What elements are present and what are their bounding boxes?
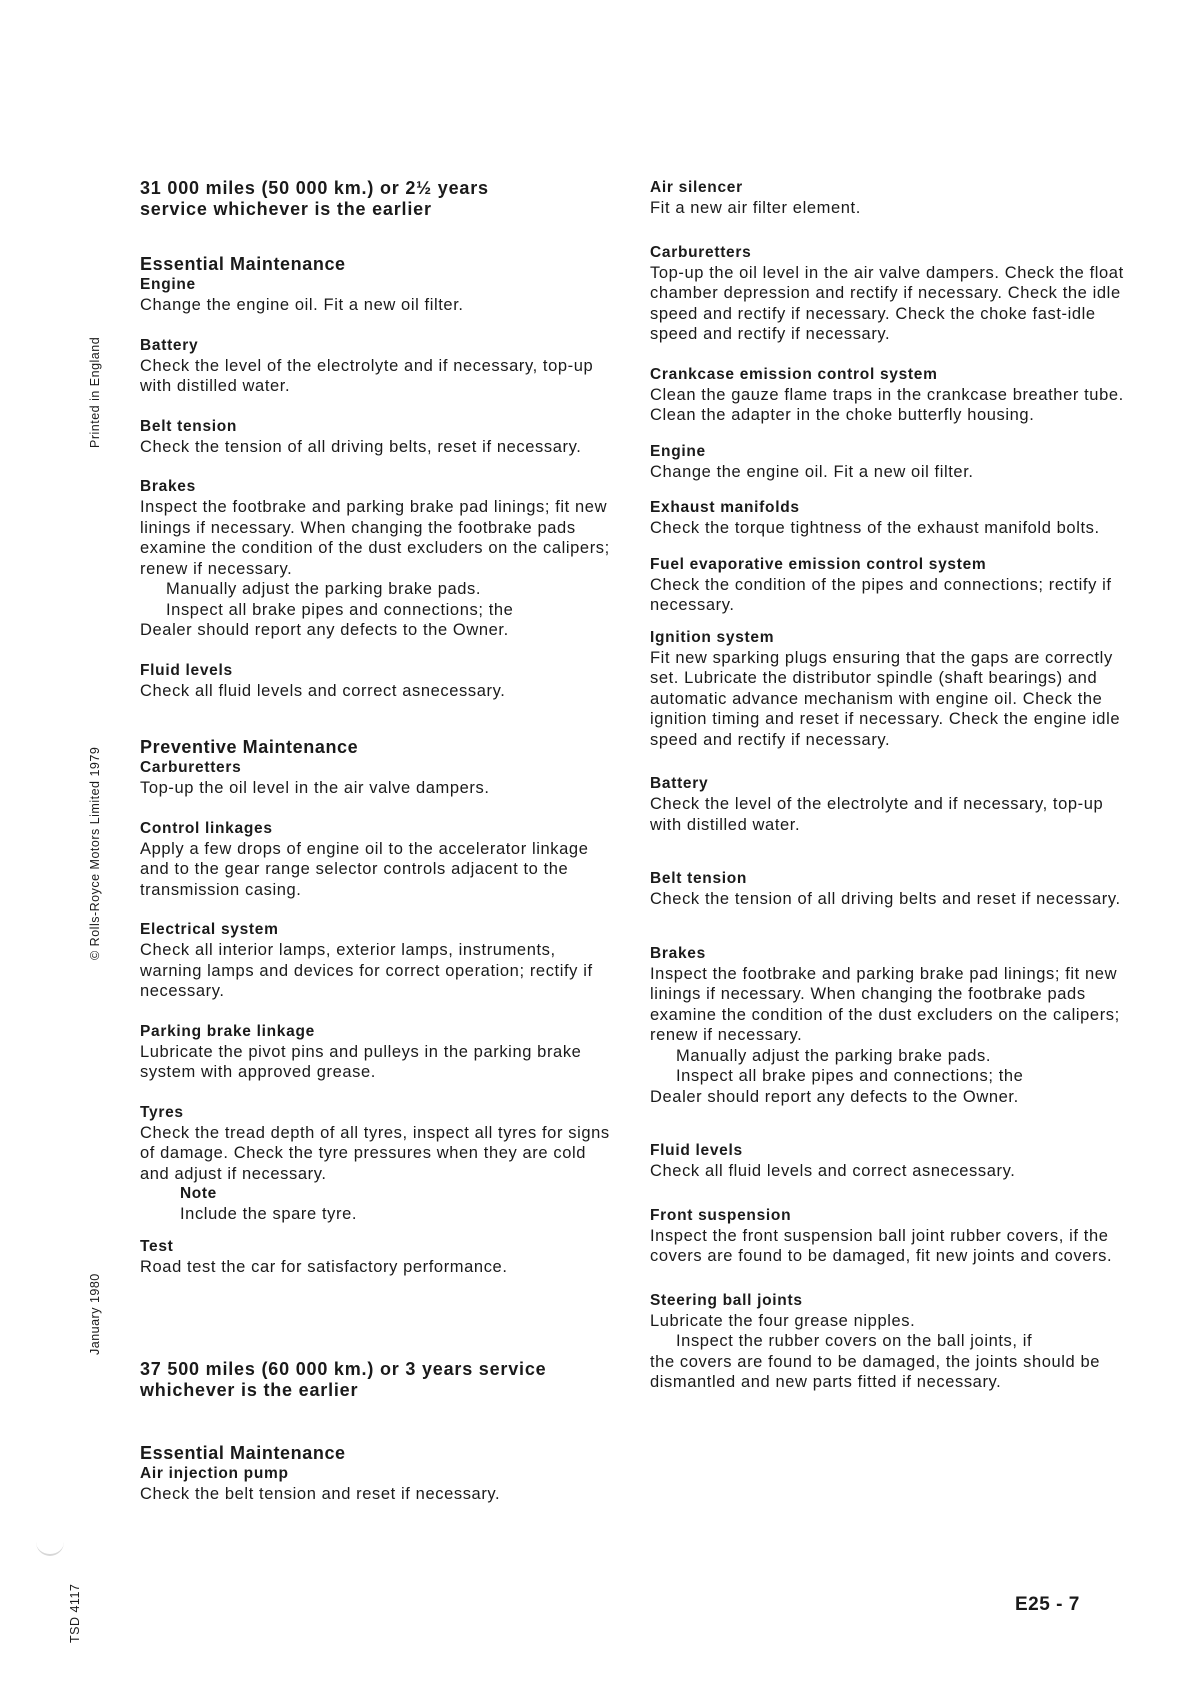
item-title: Crankcase emission control system [650, 365, 938, 383]
item-body: Change the engine oil. Fit a new oil filter. [650, 462, 974, 481]
item-body: Check the level of the electrolyte and if necessary, top-up with distilled water. [140, 356, 594, 395]
date-note: January 1980 [88, 1273, 102, 1355]
item-body: Lubricate the four grease nipples. [650, 1311, 916, 1330]
item-body: Check the torque tightness of the exhaust manifold bolts. [650, 519, 1100, 537]
item-engine [650, 442, 1130, 483]
item-note: Manually adjust the parking brake pads. [676, 1046, 992, 1065]
item-air-silencer [650, 178, 1130, 219]
item-title: Engine [140, 276, 196, 293]
item-note: Inspect all brake pipes and connections; the [676, 1067, 1024, 1085]
item-body: the covers are found to be damaged, the joints should be dismantled and new parts fitted if necessary. [650, 1352, 1101, 1391]
item-title: Battery [650, 775, 709, 792]
preventive-maintenance-title: Preventive Maintenance [140, 737, 359, 757]
item-belt-tension [140, 417, 610, 458]
copyright-note: © Rolls-Royce Motors Limited 1979 [88, 746, 102, 960]
item-body: Check the tension of all driving belts, reset if necessary. [140, 437, 582, 456]
item-body: Lubricate the pivot pins and pulleys in the parking brake system with approved grease. [140, 1042, 582, 1081]
item-title: Control linkages [140, 819, 273, 837]
item-body: Check all fluid levels and correct asnecessary. [140, 681, 506, 700]
right-column [650, 178, 1130, 1393]
item-title: Exhaust manifolds [650, 499, 800, 516]
item-title: Fluid levels [140, 661, 233, 679]
item-body: Inspect the footbrake and parking brake pad linings; fit new linings if necessary. When changing the footbrake pads examine the condition of the dust excluders on the calipers; renew if necessary. [140, 498, 610, 578]
item-body: Check the tension of all driving belts and reset if necessary. [650, 890, 1121, 908]
service-interval-heading-2-line2: whichever is the earlier [140, 1380, 359, 1400]
item-fluid-levels [650, 1141, 1130, 1182]
item-battery [140, 336, 610, 397]
item-front-suspension [650, 1206, 1130, 1267]
item-body: Check the tread depth of all tyres, inspect all tyres for signs of damage. Check the tyre pressures when they are cold and adjust if necessary. [140, 1123, 610, 1183]
item-ignition-system [650, 628, 1130, 751]
note-title: Note [180, 1185, 217, 1202]
item-air-injection-pump [140, 1464, 610, 1505]
item-body: Inspect the footbrake and parking brake pad linings; fit new linings if necessary. When changing the footbrake pads examine the condition of the dust excluders on the calipers; renew if necessary. [650, 964, 1120, 1044]
item-body: Inspect the front suspension ball joint rubber covers, if the covers are found to be damaged, fit new joints and covers. [650, 1226, 1113, 1265]
item-note: Inspect the rubber covers on the ball joints, if [676, 1332, 1033, 1350]
page-number: E25 - 7 [1015, 1594, 1080, 1615]
item-carburetters [650, 243, 1130, 345]
item-body: Dealer should report any defects to the Owner. [140, 621, 509, 639]
item-body: Check the level of the electrolyte and if necessary, top-up with distilled water. [650, 795, 1104, 834]
item-steering-ball-joints [650, 1291, 1130, 1393]
item-title: Steering ball joints [650, 1291, 803, 1309]
item-title: Engine [650, 442, 706, 460]
item-body: Change the engine oil. Fit a new oil filter. [140, 296, 464, 314]
item-parking-brake-linkage [140, 1022, 610, 1083]
item-title: Test [140, 1237, 174, 1255]
item-body: Check all interior lamps, exterior lamps, instruments, warning lamps and devices for correct operation; rectify if necessary. [140, 941, 593, 1000]
item-title: Parking brake linkage [140, 1022, 315, 1040]
item-electrical-system [140, 920, 610, 1002]
item-body: Fit a new air filter element. [650, 199, 861, 217]
essential-maintenance-title-2: Essential Maintenance [140, 1443, 346, 1463]
scan-mark [36, 1532, 64, 1556]
item-note: Manually adjust the parking brake pads. [166, 580, 482, 598]
item-title: Fluid levels [650, 1142, 743, 1159]
service-interval-heading-2: 37 500 miles (60 000 km.) or 3 years service [140, 1359, 547, 1379]
item-title: Front suspension [650, 1206, 792, 1224]
item-title: Brakes [650, 944, 706, 962]
item-test [140, 1237, 610, 1278]
document-code: TSD 4117 [68, 1583, 82, 1643]
item-body: Road test the car for satisfactory performance. [140, 1257, 508, 1276]
item-title: Fuel evaporative emission control system [650, 555, 987, 573]
item-title: Carburetters [140, 759, 242, 776]
item-body: Top-up the oil level in the air valve dampers. [140, 779, 490, 797]
item-note: Inspect all brake pipes and connections; the [166, 600, 514, 619]
essential-maintenance-title: Essential Maintenance [140, 254, 346, 274]
item-brakes [140, 477, 610, 641]
item-title: Ignition system [650, 628, 775, 646]
item-battery [650, 774, 1130, 835]
item-body: Dealer should report any defects to the Owner. [650, 1087, 1019, 1106]
item-title: Belt tension [650, 870, 748, 887]
item-title: Battery [140, 336, 199, 354]
item-belt-tension [650, 869, 1130, 910]
item-body: Clean the gauze flame traps in the crankcase breather tube. Clean the adapter in the choke butterfly housing. [650, 385, 1124, 424]
item-title: Carburetters [650, 243, 752, 261]
item-engine [140, 275, 610, 316]
item-body: Apply a few drops of engine oil to the accelerator linkage and to the gear range selector controls adjacent to the transmission casing. [140, 839, 589, 899]
item-title: Air injection pump [140, 1465, 289, 1482]
item-fuel-evaporative-emission [650, 555, 1130, 616]
service-interval-heading-line2: service whichever is the earlier [140, 199, 432, 219]
note-block [140, 1184, 610, 1225]
printed-in-england-note: Printed in England [88, 336, 102, 448]
item-fluid-levels [140, 661, 610, 702]
note-body: Include the spare tyre. [180, 1205, 358, 1223]
item-body: Check the condition of the pipes and connections; rectify if necessary. [650, 575, 1112, 614]
item-control-linkages [140, 819, 610, 901]
item-body: Check the belt tension and reset if necessary. [140, 1485, 501, 1503]
service-interval-heading: 31 000 miles (50 000 km.) or 2½ years [140, 178, 489, 198]
item-title: Belt tension [140, 417, 238, 435]
item-title: Brakes [140, 478, 196, 495]
item-title: Electrical system [140, 921, 279, 938]
item-exhaust-manifolds [650, 498, 1130, 539]
item-crankcase-emission [650, 365, 1130, 426]
item-brakes [650, 944, 1130, 1108]
item-carburetters [140, 758, 610, 799]
item-body: Check all fluid levels and correct asnecessary. [650, 1162, 1016, 1180]
item-title: Air silencer [650, 179, 743, 196]
left-column [140, 178, 610, 1505]
item-body: Fit new sparking plugs ensuring that the gaps are correctly set. Lubricate the distributor spindle (shaft bearings) and automatic advance mechanism with engine oil. Check the ignition timing and reset if necessary. Check the engine idle speed and rectify if necessary. [650, 648, 1121, 749]
item-body: Top-up the oil level in the air valve dampers. Check the float chamber depression and rectify if necessary. Check the idle speed and rectify if necessary. Check the choke fast-idle speed and rectify if necessary. [650, 263, 1124, 343]
item-tyres [140, 1103, 610, 1225]
item-title: Tyres [140, 1103, 184, 1121]
